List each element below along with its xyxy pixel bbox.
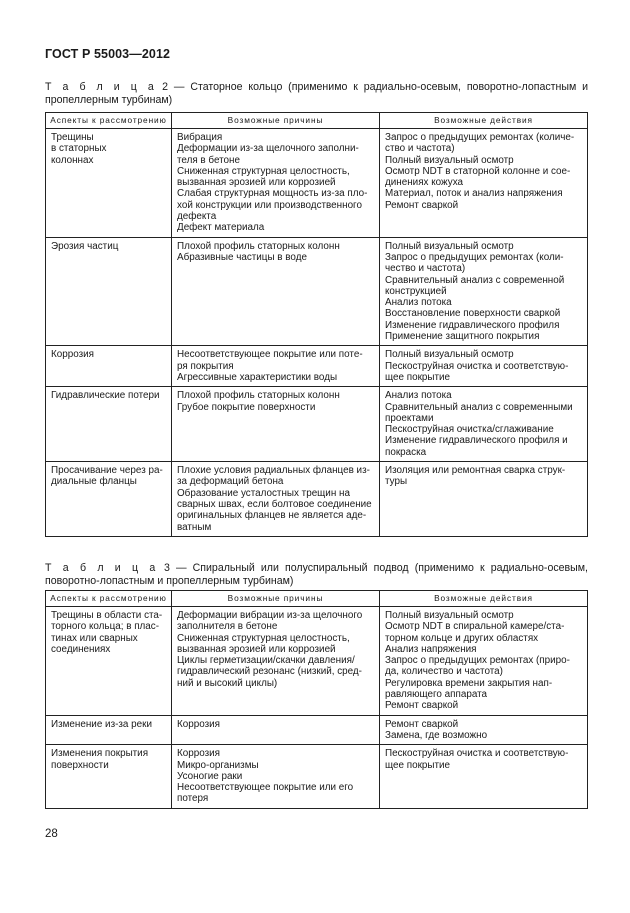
cell-line: Трещины в области ста- xyxy=(51,610,163,621)
cell-actions xyxy=(380,387,588,462)
cell-line: конструкцией xyxy=(385,285,447,297)
cell-line: тинах или сварных xyxy=(51,632,138,644)
cell-actions xyxy=(380,237,588,346)
cell-actions xyxy=(380,607,588,716)
cell-line: Пескоструйная очистка и соответствую- xyxy=(385,748,569,760)
cell-line: Изменение гидравлического профиля и xyxy=(385,435,568,447)
cell-line: Пескоструйная очистка и соответствую- xyxy=(385,360,569,372)
table-row xyxy=(46,745,588,808)
cell-causes xyxy=(172,607,380,716)
cell-line: Гидравлические потери xyxy=(51,390,160,402)
table-3-header-causes: Возможные причины xyxy=(172,591,380,607)
table-2 xyxy=(45,112,588,537)
table-2-caption-text: 2 — Статорное кольцо (применимо к радиально-осевым, поворотно-лопастным и пропеллерным турбинам) xyxy=(45,81,589,106)
cell-line: поверхности xyxy=(51,759,109,771)
cell-line: Сниженная структурная целостность, xyxy=(177,165,350,177)
cell-line: Ремонт сваркой xyxy=(385,700,459,712)
cell-line: торного кольца; в плас- xyxy=(51,621,160,633)
cell-line: соединениях xyxy=(51,643,111,655)
cell-line: Ремонт сваркой xyxy=(385,718,459,730)
cell-line: Материал, поток и анализ напряжения xyxy=(385,188,563,200)
cell-actions xyxy=(380,745,588,808)
cell-line: гидравлический резонанс (низкий, сред- xyxy=(177,666,362,678)
cell-line: Микро-организмы xyxy=(177,759,259,771)
cell-line: Коррозия xyxy=(177,718,221,730)
cell-line: Осмотр NDT в спиральной камере/ста- xyxy=(385,621,565,633)
cell-line: Запрос о предыдущих ремонтах (приро- xyxy=(385,655,570,667)
cell-causes xyxy=(172,237,380,346)
cell-line: проектами xyxy=(385,412,434,424)
cell-line: оригинальных фланцев не является аде- xyxy=(177,510,367,522)
cell-line: диальные фланцы xyxy=(51,476,137,488)
cell-causes xyxy=(172,745,380,808)
cell-line: заполнителя в бетоне xyxy=(177,621,278,633)
cell-line: Коррозия xyxy=(177,748,221,760)
cell-line: Плохие условия радиальных фланцев из- xyxy=(177,465,370,477)
cell-line: да, количество и частота) xyxy=(385,666,503,678)
table-2-header-row xyxy=(46,113,588,129)
cell-line: Несоответствующее покрытие или его xyxy=(177,782,354,794)
cell-aspect xyxy=(46,715,172,745)
cell-line: чество и частота) xyxy=(385,263,466,275)
cell-line: Применение защитного покрытия xyxy=(385,331,540,343)
table-row xyxy=(46,607,588,716)
table-3-header-actions: Возможные действия xyxy=(380,591,588,607)
cell-aspect xyxy=(46,745,172,808)
cell-line: Агрессивные характеристики воды xyxy=(177,371,338,383)
cell-line: хой конструкции или производственного xyxy=(177,199,362,211)
cell-line: сварных швах, если болтовое соединение xyxy=(177,498,372,510)
cell-line: Сниженная структурная целостность, xyxy=(177,632,350,644)
cell-line: Осмотр NDT в статорной колонне и сое- xyxy=(385,165,571,177)
table-2-header-aspects: Аспекты к рассмотрению xyxy=(46,113,172,129)
table-3-caption-text: 3 — Спиральный или полуспиральный подвод (применимо к радиально-осевым, поворотно-лопастным и пропеллерным турбинам) xyxy=(45,562,588,587)
cell-line: Слабая структурная мощность из-за пло- xyxy=(177,188,368,200)
cell-line: Несоответствующее покрытие или поте- xyxy=(177,349,363,361)
table-row xyxy=(46,715,588,745)
cell-line: Полный визуальный осмотр xyxy=(385,610,514,621)
cell-line: Усоногие раки xyxy=(177,770,243,782)
cell-actions xyxy=(380,129,588,238)
cell-line: Замена, где возможно xyxy=(385,729,488,741)
table-3-label: Т а б л и ц а xyxy=(45,562,158,574)
cell-line: Регулировка времени закрытия нап- xyxy=(385,677,553,689)
cell-aspect xyxy=(46,237,172,346)
cell-line: Образование усталостных трещин на xyxy=(177,487,350,499)
table-3-header-aspects: Аспекты к рассмотрению xyxy=(46,591,172,607)
cell-line: щее покрытие xyxy=(385,371,451,383)
table-row xyxy=(46,346,588,387)
cell-aspect xyxy=(46,387,172,462)
cell-line: потеря xyxy=(177,793,209,805)
page-number: 28 xyxy=(45,828,58,840)
cell-line: колоннах xyxy=(51,154,94,166)
table-2-label: Т а б л и ц а xyxy=(45,81,157,93)
cell-actions xyxy=(380,462,588,537)
cell-line: Циклы герметизации/скачки давления/ xyxy=(177,655,355,667)
cell-line: Просачивание через ра- xyxy=(51,465,163,477)
cell-line: ний и высокий циклы) xyxy=(177,677,278,689)
table-3 xyxy=(45,590,588,809)
cell-line: ство и частота) xyxy=(385,143,455,155)
cell-line: Трещины xyxy=(51,132,94,143)
table-row xyxy=(46,387,588,462)
cell-aspect xyxy=(46,129,172,238)
cell-aspect xyxy=(46,462,172,537)
cell-line: Плохой профиль статорных колонн xyxy=(177,390,340,402)
cell-line: Изменения покрытия xyxy=(51,748,149,760)
cell-line: Грубое покрытие поверхности xyxy=(177,401,316,413)
table-row xyxy=(46,462,588,537)
cell-aspect xyxy=(46,346,172,387)
cell-line: Деформации вибрации из-за щелочного xyxy=(177,610,363,621)
cell-line: Запрос о предыдущих ремонтах (коли- xyxy=(385,251,564,263)
table-2-header-actions: Возможные действия xyxy=(380,113,588,129)
cell-line: Анализ потока xyxy=(385,297,452,309)
cell-line: Ремонт сваркой xyxy=(385,199,459,211)
cell-line: Анализ потока xyxy=(385,390,452,402)
cell-line: дефекта xyxy=(177,211,217,223)
cell-line: Восстановление поверхности сваркой xyxy=(385,308,561,320)
cell-causes xyxy=(172,346,380,387)
cell-line: Деформации из-за щелочного заполни- xyxy=(177,143,359,155)
cell-aspect xyxy=(46,607,172,716)
cell-line: Эрозия частиц xyxy=(51,240,119,252)
cell-line: ря покрытия xyxy=(177,360,234,372)
cell-line: ватным xyxy=(177,521,212,533)
cell-line: Дефект материала xyxy=(177,222,265,234)
cell-line: Абразивные частицы в воде xyxy=(177,251,307,263)
cell-causes xyxy=(172,129,380,238)
cell-actions xyxy=(380,346,588,387)
table-2-header-causes: Возможные причины xyxy=(172,113,380,129)
cell-line: динениях кожуха xyxy=(385,177,464,189)
table-3-caption xyxy=(45,562,588,588)
cell-line: Изоляция или ремонтная сварка струк- xyxy=(385,465,566,477)
table-2-caption xyxy=(45,81,588,107)
cell-line: вызванная эрозией или коррозией xyxy=(177,177,336,189)
cell-line: торном кольце и других областях xyxy=(385,632,539,644)
cell-line: теля в бетоне xyxy=(177,154,240,166)
cell-causes xyxy=(172,715,380,745)
table-row xyxy=(46,237,588,346)
cell-line: туры xyxy=(385,476,408,488)
cell-line: за деформаций бетона xyxy=(177,476,284,488)
table-row xyxy=(46,129,588,238)
cell-line: вызванная эрозией или коррозией xyxy=(177,643,336,655)
cell-line: Сравнительный анализ с современной xyxy=(385,274,565,286)
cell-line: Коррозия xyxy=(51,349,95,361)
cell-line: Полный визуальный осмотр xyxy=(385,349,514,361)
cell-line: Плохой профиль статорных колонн xyxy=(177,240,340,252)
cell-line: Анализ напряжения xyxy=(385,643,477,655)
cell-line: равляющего аппарата xyxy=(385,689,487,701)
cell-line: Полный визуальный осмотр xyxy=(385,154,514,166)
cell-line: Сравнительный анализ с современными xyxy=(385,401,573,413)
document-header: ГОСТ Р 55003—2012 xyxy=(45,47,171,61)
table-3-header-row xyxy=(46,591,588,607)
cell-line: Запрос о предыдущих ремонтах (количе- xyxy=(385,132,575,143)
cell-line: Изменение из-за реки xyxy=(51,718,152,730)
cell-line: Изменение гидравлического профиля xyxy=(385,319,560,331)
cell-actions xyxy=(380,715,588,745)
cell-line: Вибрация xyxy=(177,132,223,143)
cell-line: Полный визуальный осмотр xyxy=(385,240,514,252)
cell-line: покраска xyxy=(385,446,427,458)
cell-line: в статорных xyxy=(51,143,107,155)
cell-line: щее покрытие xyxy=(385,759,451,771)
cell-causes xyxy=(172,462,380,537)
cell-causes xyxy=(172,387,380,462)
cell-line: Пескоструйная очистка/сглаживание xyxy=(385,424,554,436)
